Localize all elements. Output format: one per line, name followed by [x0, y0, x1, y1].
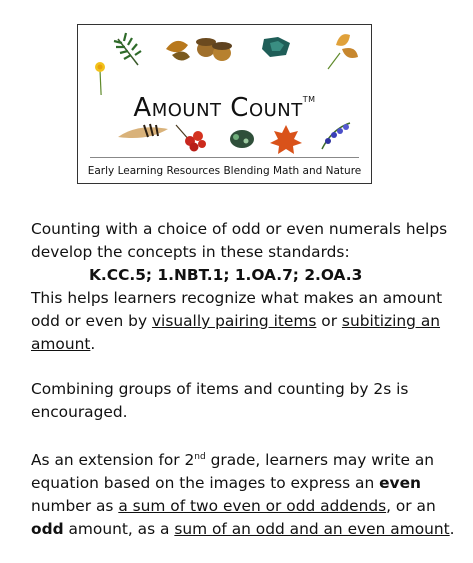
link-subitizing[interactable]: subitizing an [341, 312, 441, 330]
text-span: , or an [386, 497, 436, 516]
bold-odd: odd [31, 520, 64, 539]
text-line [31, 333, 461, 356]
superscript: nd [194, 452, 206, 462]
nature-illustrations-top [78, 25, 373, 95]
logo-box [77, 24, 372, 184]
text-line: Counting with a choice of odd or even numerals helps [31, 220, 448, 238]
text-span: odd or even by [31, 312, 152, 330]
link-subitizing-cont[interactable]: amount [31, 335, 91, 353]
logo-title-text: Amount Count [133, 93, 303, 123]
text-span: . [90, 335, 96, 353]
stone-icon [262, 37, 290, 57]
bold-even: even [379, 474, 421, 493]
leaf-icon [166, 41, 190, 61]
text-line [31, 518, 461, 541]
dandelion-icon [95, 62, 105, 95]
mossy-stone-icon [230, 130, 254, 148]
text-span: number as [31, 497, 119, 516]
paragraph-extension [31, 446, 461, 541]
rose-hips-icon [176, 125, 206, 152]
text-span: grade, learners may write an [205, 451, 435, 470]
flower-icon [328, 34, 358, 69]
logo-divider [90, 157, 359, 158]
paragraph-standards [31, 218, 461, 356]
text-line: encouraged. [31, 403, 128, 421]
text-line [31, 472, 461, 495]
text-span: . [449, 520, 455, 539]
link-visually-pairing[interactable]: visually pairing items [151, 312, 317, 330]
feather-icon [118, 124, 168, 138]
acorns-icon [196, 38, 232, 61]
text-span: equation based on the images to express an [31, 474, 380, 493]
maple-leaf-icon [270, 125, 302, 154]
text-span: amount, as a [63, 520, 175, 539]
logo-tagline: Early Learning Resources Blending Math and Nature [87, 165, 362, 177]
link-sum-of-two-addends[interactable]: a sum of two even or odd addends [118, 497, 387, 516]
standards-list: K.CC.5; 1.NBT.1; 1.OA.7; 2.OA.3 [89, 266, 363, 284]
text-line: Combining groups of items and counting by 2s is [31, 380, 409, 398]
text-span: As an extension for 2 [31, 451, 195, 470]
text-line: develop the concepts in these standards: [31, 243, 350, 261]
text-line [31, 495, 461, 518]
nature-illustrations-bottom [78, 111, 373, 157]
hyacinth-icon [322, 123, 350, 149]
text-line [31, 446, 461, 472]
fern-icon [114, 33, 141, 65]
link-sum-odd-even[interactable]: sum of an odd and an even amount [174, 520, 450, 539]
paragraph-combining [31, 378, 461, 424]
text-line: This helps learners recognize what makes an amount [31, 289, 443, 307]
text-line [31, 310, 461, 333]
text-span: or [316, 312, 342, 330]
trademark: TM [302, 95, 316, 104]
